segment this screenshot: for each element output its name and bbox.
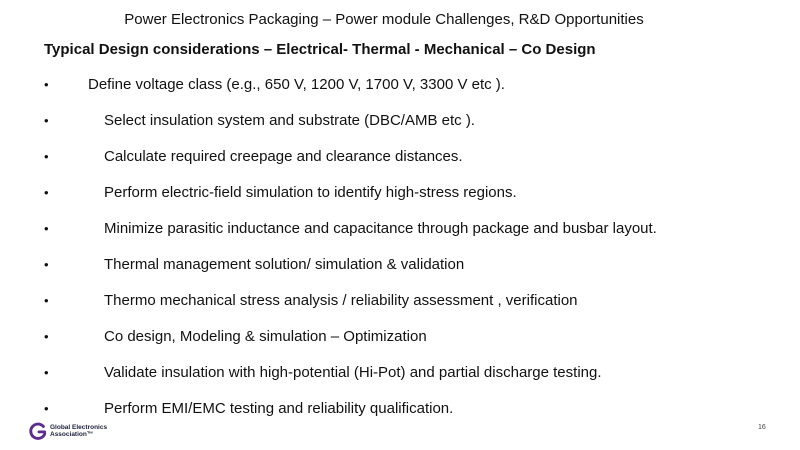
bullet-icon: • (44, 221, 49, 236)
list-item-text: Perform EMI/EMC testing and reliability qualification. (104, 400, 454, 417)
bullet-icon: • (44, 293, 49, 308)
list-item-text: Thermo mechanical stress analysis / reliability assessment , verification (104, 292, 578, 309)
list-item-text: Validate insulation with high-potential (Hi-Pot) and partial discharge testing. (104, 364, 602, 381)
logo-line-2: Association™ (50, 431, 94, 438)
list-item-text: Thermal management solution/ simulation & validation (104, 256, 465, 273)
global-electronics-association-logo (29, 421, 107, 441)
bullet-icon: • (44, 149, 49, 164)
bullet-icon: • (44, 113, 49, 128)
list-item (0, 363, 760, 383)
list-item (0, 327, 760, 347)
bullet-icon: • (44, 185, 49, 200)
page-number: 16 (758, 424, 766, 431)
logo-mark-icon (29, 422, 47, 440)
list-item-text: Co design, Modeling & simulation – Optimization (104, 328, 427, 345)
logo-line-1: Global Electronics (50, 424, 108, 431)
list-item (0, 399, 760, 419)
list-item (0, 183, 760, 203)
list-item-text: Select insulation system and substrate (DBC/AMB etc ). (104, 112, 475, 129)
list-item (0, 111, 760, 131)
bullet-icon: • (44, 401, 49, 416)
list-item (0, 291, 760, 311)
list-item-text: Minimize parasitic inductance and capacitance through package and busbar layout. (104, 220, 657, 237)
bullet-icon: • (44, 257, 49, 272)
bullet-icon: • (44, 329, 49, 344)
list-item-text: Perform electric-field simulation to identify high-stress regions. (104, 184, 517, 201)
list-item-text: Calculate required creepage and clearance distances. (104, 148, 463, 165)
list-item (0, 219, 760, 239)
list-item (0, 75, 760, 95)
section-heading: Typical Design considerations – Electrical- Thermal - Mechanical – Co Design (44, 41, 596, 58)
slide-title: Power Electronics Packaging – Power module Challenges, R&D Opportunities (124, 11, 644, 28)
list-item-text: Define voltage class (e.g., 650 V, 1200 V, 1700 V, 3300 V etc ). (88, 76, 505, 93)
logo-text (50, 424, 107, 438)
list-item (0, 147, 760, 167)
bullet-icon: • (44, 77, 49, 92)
bullet-icon: • (44, 365, 49, 380)
list-item (0, 255, 760, 275)
